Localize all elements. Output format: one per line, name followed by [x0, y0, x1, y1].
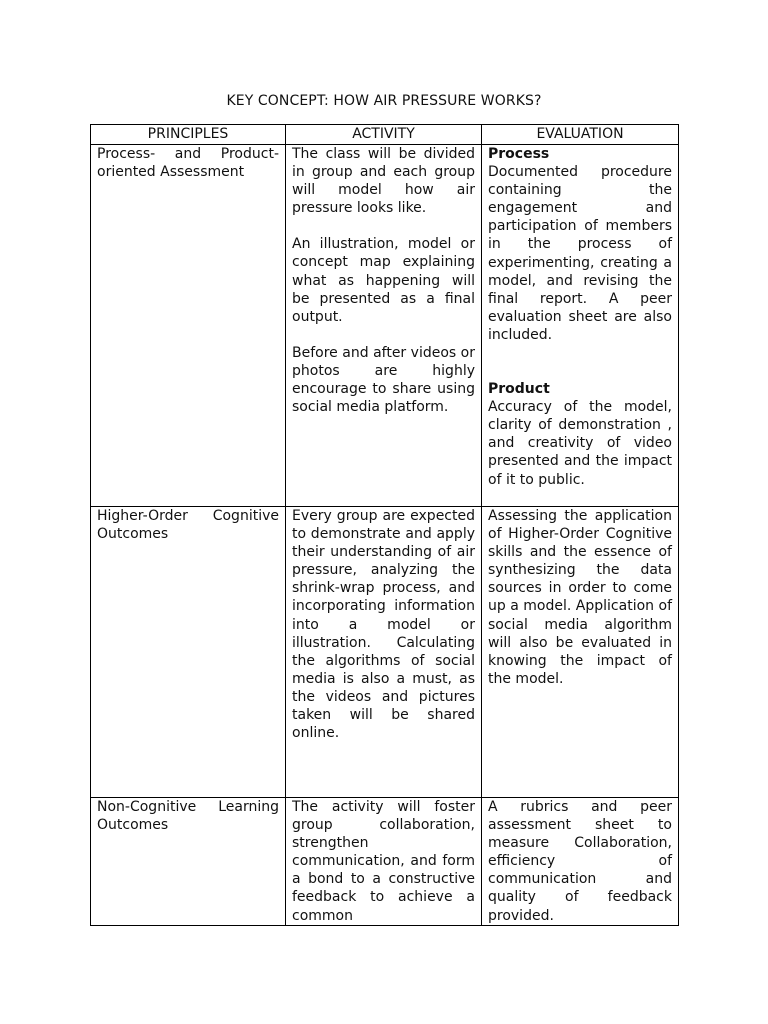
- principle-cell: Non-Cognitive Learning Outcomes: [91, 798, 286, 926]
- table-header-row: [91, 125, 679, 145]
- activity-cell: [286, 798, 482, 926]
- product-text: Accuracy of the model, clarity of demonstration , and creativity of video presented and the impact of it to public.: [488, 399, 672, 488]
- principle-cell: Higher-Order Cognitive Outcomes: [91, 507, 286, 798]
- process-text: Documented procedure containing the engagement and participation of members in the process of experimenting, creating a model, and revising the final report. A peer evaluation sheet are also included.: [488, 164, 672, 343]
- activity-text: The activity will foster group collaboration, strengthen communication, and form a bond to a constructive feedback to achieve a common: [292, 799, 475, 924]
- evaluation-cell: [482, 145, 679, 507]
- principle-cell: Process- and Product-oriented Assessment: [91, 145, 286, 507]
- header-principles: PRINCIPLES: [91, 125, 286, 145]
- assessment-table: [90, 124, 679, 926]
- evaluation-cell: A rubrics and peer assessment sheet to measure Collaboration, efficiency of communication and quality of feedback provided.: [482, 798, 679, 926]
- product-heading: Product: [488, 381, 550, 398]
- activity-paragraph: Before and after videos or photos are highly encourage to share using social media platform.: [292, 344, 475, 416]
- activity-paragraph: An illustration, model or concept map explaining what as happening will be presented as a final output.: [292, 236, 475, 325]
- header-activity: ACTIVITY: [286, 125, 482, 145]
- header-evaluation: EVALUATION: [482, 125, 679, 145]
- activity-cell: Every group are expected to demonstrate and apply their understanding of air pressure, analyzing the shrink-wrap process, and incorporating information into a model or illustration. Calculating the algorithms of social media is also a must, as the videos and pictures taken will be shared online.: [286, 507, 482, 798]
- activity-paragraph: The class will be divided in group and each group will model how air pressure looks like.: [292, 146, 475, 217]
- activity-cell: [286, 145, 482, 507]
- table-row: [91, 507, 679, 798]
- table-row: [91, 145, 679, 507]
- process-heading: Process: [488, 146, 550, 162]
- evaluation-cell: Assessing the application of Higher-Order Cognitive skills and the essence of synthesizing the data sources in order to come up a model. Application of social media algorithm will also be evaluated in knowing the impact of the model.: [482, 507, 679, 798]
- document-title: KEY CONCEPT: HOW AIR PRESSURE WORKS?: [226, 93, 542, 109]
- table-row: [91, 798, 679, 926]
